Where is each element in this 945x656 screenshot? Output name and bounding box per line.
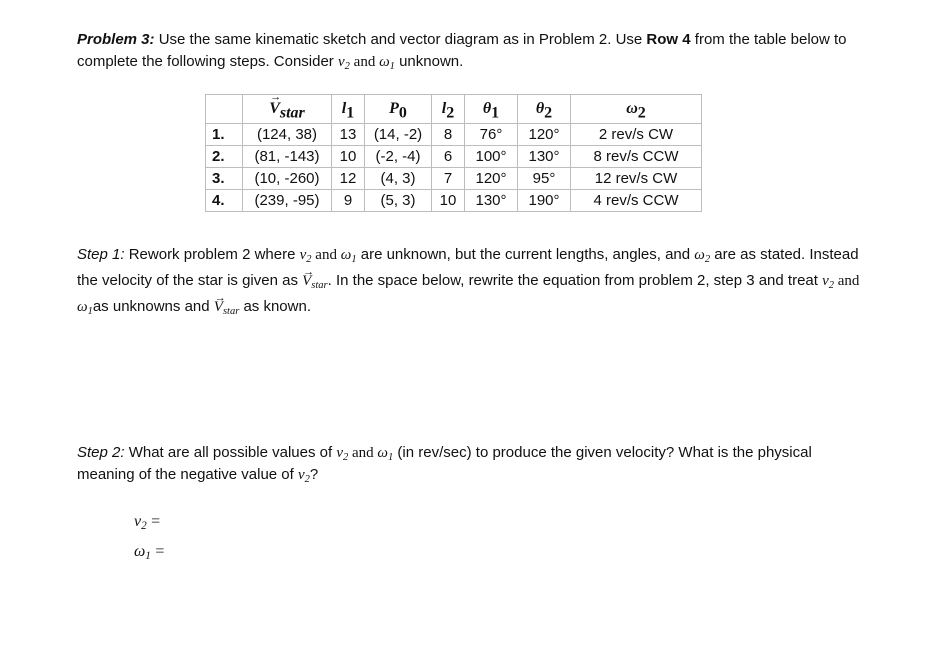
cell-theta1: 100° (465, 146, 518, 168)
header-omega2: $\omega_2$ (571, 95, 702, 124)
cell-l1: 12 (332, 168, 365, 190)
problem-text-b: from the table below to complete the following steps. Consider (77, 31, 847, 70)
cell-omega2: 12 rev/s CW (571, 168, 702, 190)
table-row (206, 190, 702, 212)
parameter-table (205, 94, 702, 212)
cell-p0: (-2, -4) (365, 146, 432, 168)
v2-symbol: $v_2$ (298, 467, 310, 485)
cell-l1: 13 (332, 124, 365, 146)
row-index: 4. (206, 190, 243, 212)
cell-vstar: (81, -143) (243, 146, 332, 168)
problem-text-c: unknown. (394, 53, 464, 70)
table-header-row (206, 95, 702, 124)
v2-symbol: $v_2$ (134, 513, 147, 533)
cell-p0: (4, 3) (365, 168, 432, 190)
header-l1: $l_1$ (332, 95, 365, 124)
cell-omega2: 8 rev/s CCW (571, 146, 702, 168)
row-index: 2. (206, 146, 243, 168)
cell-p0: (5, 3) (365, 190, 432, 212)
step1-label: Step 1: (77, 246, 125, 263)
vstar-symbol: → $V_{star}$ (214, 299, 240, 315)
cell-theta2: 120° (518, 124, 571, 146)
cell-l1: 9 (332, 190, 365, 212)
step2-label: Step 2: (77, 444, 125, 461)
cell-omega2: 2 rev/s CW (571, 124, 702, 146)
v2-symbol: $v_2$ (337, 54, 350, 72)
header-l2: $l_2$ (432, 95, 465, 124)
row-index: 3. (206, 168, 243, 190)
row-reference: Row 4 (646, 31, 691, 48)
v2-symbol: $v_2$ (299, 247, 312, 265)
w1-symbol: $\omega_1$ (134, 543, 151, 563)
table-row (206, 168, 702, 190)
v2-answer-line[interactable] (134, 513, 160, 531)
equals-sign: = (151, 513, 161, 530)
cell-omega2: 4 rev/s CCW (571, 190, 702, 212)
cell-vstar: (124, 38) (243, 124, 332, 146)
w1-symbol: $\omega_1$ (379, 54, 395, 72)
cell-theta2: 95° (518, 168, 571, 190)
step2-text: Step 2: What are all possible values of $v_2$ and $\omega_1$ (in rev/sec) to produce the given velocity? What is the physical meaning of the negative value of $v_2$? (77, 444, 812, 485)
cell-theta1: 120° (465, 168, 518, 190)
cell-theta1: 130° (465, 190, 518, 212)
v2-symbol: $v_2$ (336, 445, 349, 463)
header-vstar: → $V_{star}$ (243, 95, 332, 124)
w1-symbol: $\omega_1$ (377, 445, 394, 463)
step1-text: Step 1: Rework problem 2 where $v_2$ and $\omega_1$ are unknown, but the current lengths, angles, and $\omega_2$ are as stated. Instead the velocity of the star is given as → $V_{star}$. In the space below, rewrite the equation from problem 2, step 3 and treat $v_2$ and $\omega_1as$ unknowns and → $V_{star}$ as known. (77, 242, 862, 320)
v2-symbol: $v_2$ (822, 273, 835, 291)
table-row (206, 124, 702, 146)
w1-answer-line[interactable] (134, 543, 164, 561)
header-theta1: $\theta_1$ (465, 95, 518, 124)
header-p0: $P_0$ (365, 95, 432, 124)
vstar-symbol: → $V_{star}$ (302, 273, 328, 289)
problem-text-a: Use the same kinematic sketch and vector diagram as in Problem 2. Use (154, 31, 647, 48)
table-row (206, 146, 702, 168)
cell-theta2: 190° (518, 190, 571, 212)
w1-symbol: $\omega_1$ (340, 247, 357, 265)
cell-vstar: (239, -95) (243, 190, 332, 212)
problem-statement (77, 29, 862, 73)
cell-l1: 10 (332, 146, 365, 168)
cell-p0: (14, -2) (365, 124, 432, 146)
and-word: and (349, 54, 380, 70)
header-index (206, 95, 243, 124)
cell-l2: 8 (432, 124, 465, 146)
cell-vstar: (10, -260) (243, 168, 332, 190)
cell-l2: 6 (432, 146, 465, 168)
equals-sign: = (155, 543, 165, 560)
cell-l2: 10 (432, 190, 465, 212)
w1-symbol: $\omega_1$ (77, 299, 93, 317)
cell-theta2: 130° (518, 146, 571, 168)
row-index: 1. (206, 124, 243, 146)
cell-theta1: 76° (465, 124, 518, 146)
header-theta2: $\theta_2$ (518, 95, 571, 124)
problem-label: Problem 3: (77, 31, 155, 48)
w2-symbol: $\omega_2$ (694, 247, 711, 265)
cell-l2: 7 (432, 168, 465, 190)
